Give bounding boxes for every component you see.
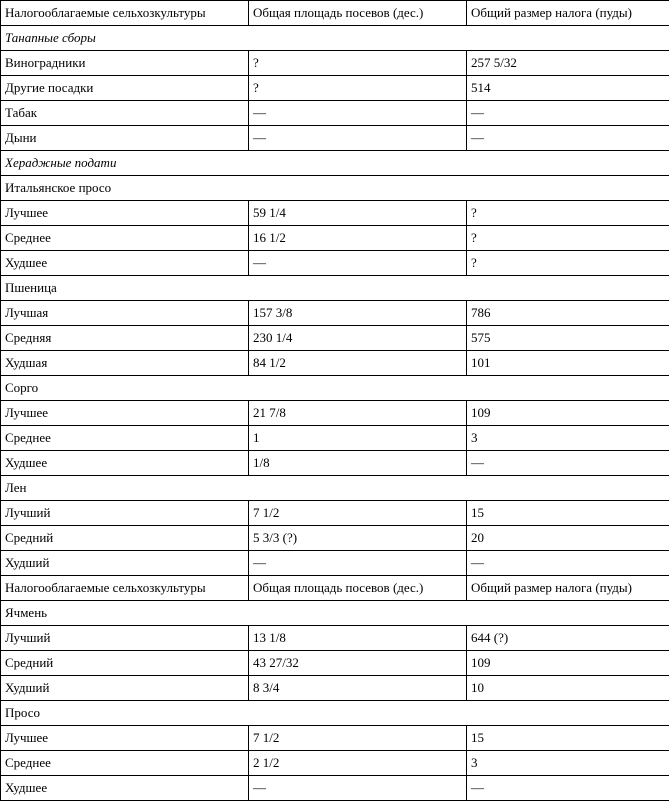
crop-group-row — [1, 176, 669, 201]
cell-tax: 3 — [467, 751, 669, 776]
tax-table-body — [1, 1, 669, 801]
crop-group-row — [1, 601, 669, 626]
cell-area: 8 3/4 — [249, 676, 467, 701]
cell-area: 84 1/2 — [249, 351, 467, 376]
cell-tax: 514 — [467, 76, 669, 101]
crop-group-label: Итальянское просо — [1, 176, 669, 201]
cell-tax: 15 — [467, 501, 669, 526]
cell-crop: Худшая — [1, 351, 249, 376]
cell-tax: — — [467, 551, 669, 576]
table-row — [1, 751, 669, 776]
header-area: Общая площадь посевов (дес.) — [249, 576, 467, 601]
cell-crop: Худший — [1, 676, 249, 701]
cell-crop: Средний — [1, 526, 249, 551]
table-row — [1, 451, 669, 476]
header-row — [1, 1, 669, 26]
cell-crop: Худший — [1, 551, 249, 576]
cell-area: 1/8 — [249, 451, 467, 476]
table-row — [1, 426, 669, 451]
cell-crop: Дыни — [1, 126, 249, 151]
cell-tax: 109 — [467, 401, 669, 426]
cell-area: 13 1/8 — [249, 626, 467, 651]
cell-crop: Среднее — [1, 226, 249, 251]
crop-group-row — [1, 476, 669, 501]
cell-crop: Худшее — [1, 451, 249, 476]
cell-tax: 10 — [467, 676, 669, 701]
table-row — [1, 526, 669, 551]
cell-crop: Худшее — [1, 776, 249, 801]
cell-tax: — — [467, 126, 669, 151]
table-row — [1, 676, 669, 701]
crop-group-label: Ячмень — [1, 601, 669, 626]
cell-area: 2 1/2 — [249, 751, 467, 776]
cell-area: — — [249, 251, 467, 276]
cell-area: 230 1/4 — [249, 326, 467, 351]
section-row — [1, 26, 669, 51]
table-row — [1, 726, 669, 751]
table-row — [1, 501, 669, 526]
cell-tax: — — [467, 776, 669, 801]
cell-area: 157 3/8 — [249, 301, 467, 326]
section-row — [1, 151, 669, 176]
crop-group-label: Лен — [1, 476, 669, 501]
cell-crop: Лучшая — [1, 301, 249, 326]
table-row — [1, 126, 669, 151]
cell-tax: 101 — [467, 351, 669, 376]
header-tax: Общий размер налога (пуды) — [467, 576, 669, 601]
table-row — [1, 351, 669, 376]
header-area: Общая площадь посевов (дес.) — [249, 1, 467, 26]
crop-group-label: Сорго — [1, 376, 669, 401]
header-tax: Общий размер налога (пуды) — [467, 1, 669, 26]
table-row — [1, 551, 669, 576]
table-row — [1, 101, 669, 126]
section-label: Танапные сборы — [1, 26, 669, 51]
table-row — [1, 776, 669, 801]
cell-crop: Лучший — [1, 626, 249, 651]
table-row — [1, 201, 669, 226]
table-row — [1, 401, 669, 426]
cell-area: 1 — [249, 426, 467, 451]
crop-group-row — [1, 701, 669, 726]
section-label: Хераджные подати — [1, 151, 669, 176]
crop-group-row — [1, 276, 669, 301]
crop-group-label: Просо — [1, 701, 669, 726]
cell-crop: Средняя — [1, 326, 249, 351]
header-row — [1, 576, 669, 601]
cell-crop: Лучшее — [1, 401, 249, 426]
cell-tax: 786 — [467, 301, 669, 326]
table-row — [1, 51, 669, 76]
cell-area: — — [249, 776, 467, 801]
cell-tax: ? — [467, 226, 669, 251]
cell-crop: Лучший — [1, 501, 249, 526]
cell-crop: Среднее — [1, 751, 249, 776]
cell-tax: 109 — [467, 651, 669, 676]
cell-crop: Виноградники — [1, 51, 249, 76]
cell-tax: — — [467, 451, 669, 476]
cell-area: 21 7/8 — [249, 401, 467, 426]
table-row — [1, 626, 669, 651]
table-row — [1, 76, 669, 101]
table-row — [1, 226, 669, 251]
cell-tax: ? — [467, 201, 669, 226]
table-row — [1, 651, 669, 676]
cell-tax: 3 — [467, 426, 669, 451]
crop-group-row — [1, 376, 669, 401]
table-row — [1, 251, 669, 276]
cell-area: 7 1/2 — [249, 501, 467, 526]
cell-area: — — [249, 101, 467, 126]
table-row — [1, 301, 669, 326]
cell-crop: Табак — [1, 101, 249, 126]
header-crop: Налогооблагаемые сельхозкультуры — [1, 1, 249, 26]
cell-crop: Другие посадки — [1, 76, 249, 101]
cell-crop: Среднее — [1, 426, 249, 451]
cell-crop: Средний — [1, 651, 249, 676]
cell-tax: 15 — [467, 726, 669, 751]
cell-crop: Лучшее — [1, 726, 249, 751]
cell-area: 5 3/3 (?) — [249, 526, 467, 551]
cell-tax: 20 — [467, 526, 669, 551]
cell-crop: Худшее — [1, 251, 249, 276]
cell-tax: 257 5/32 — [467, 51, 669, 76]
cell-area: — — [249, 551, 467, 576]
cell-area: 43 27/32 — [249, 651, 467, 676]
cell-area: ? — [249, 76, 467, 101]
cell-area: ? — [249, 51, 467, 76]
cell-tax: 644 (?) — [467, 626, 669, 651]
cell-area: 16 1/2 — [249, 226, 467, 251]
cell-crop: Лучшее — [1, 201, 249, 226]
cell-tax: 575 — [467, 326, 669, 351]
cell-area: 59 1/4 — [249, 201, 467, 226]
crop-group-label: Пшеница — [1, 276, 669, 301]
cell-area: — — [249, 126, 467, 151]
cell-tax: ? — [467, 251, 669, 276]
cell-area: 7 1/2 — [249, 726, 467, 751]
table-row — [1, 326, 669, 351]
cell-tax: — — [467, 101, 669, 126]
header-crop: Налогооблагаемые сельхозкультуры — [1, 576, 249, 601]
